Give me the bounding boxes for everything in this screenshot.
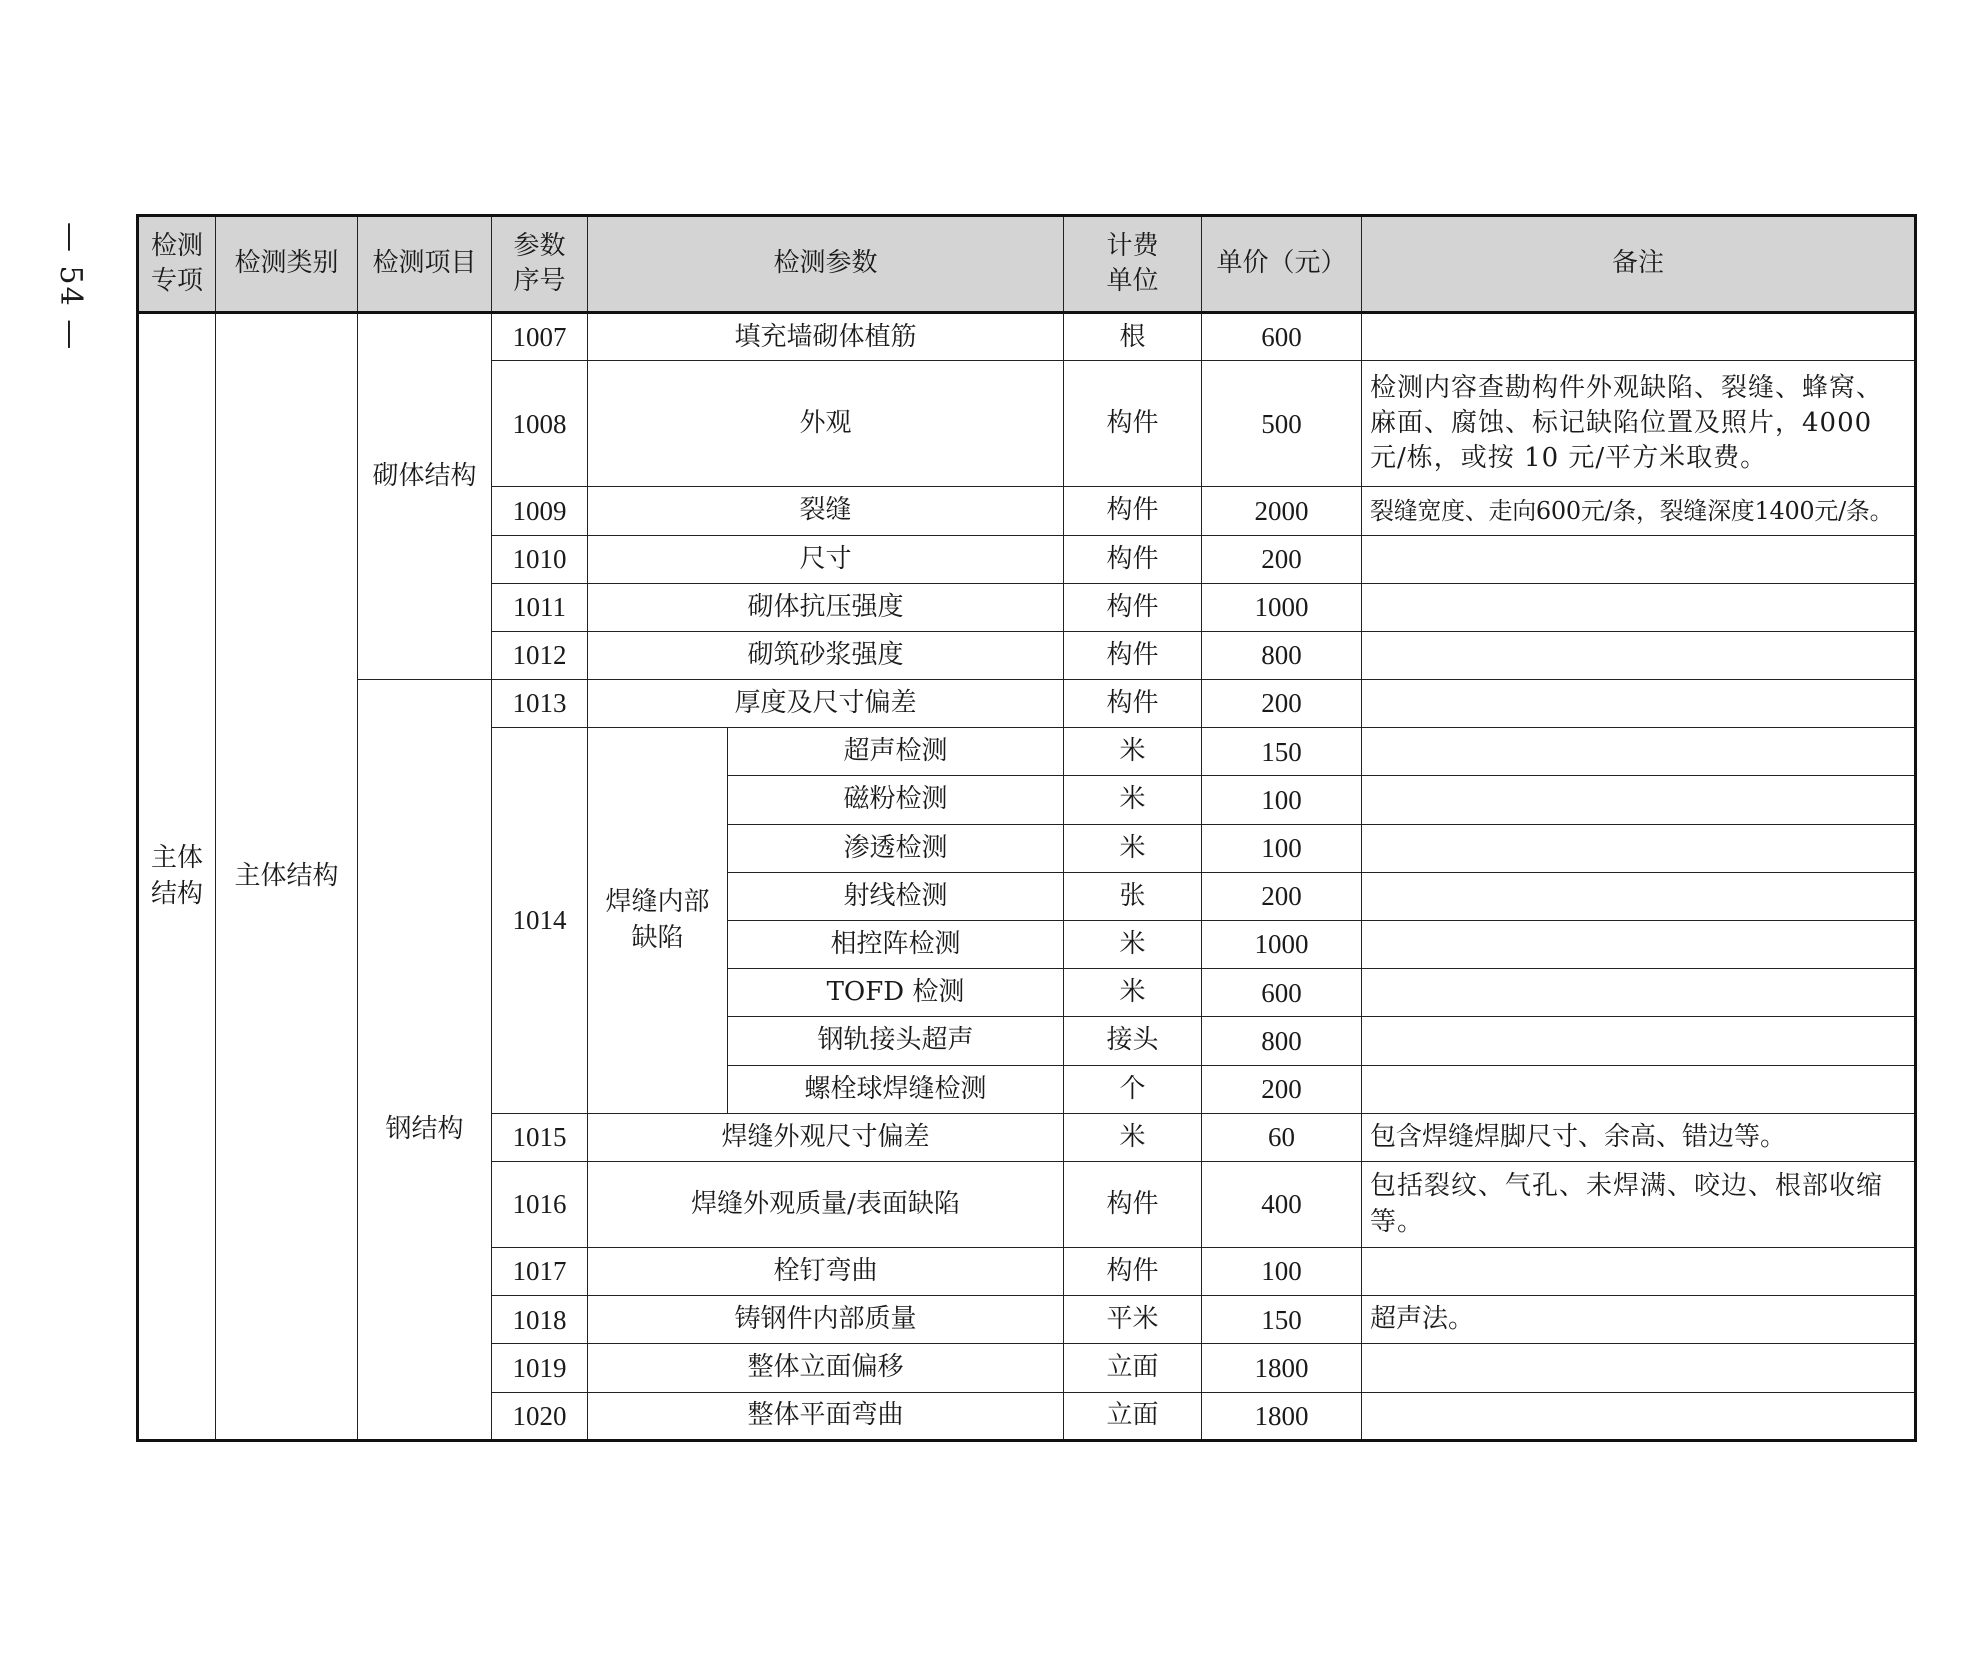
param-name: 螺栓球焊缝检测	[728, 1065, 1064, 1113]
unit-price: 100	[1202, 776, 1362, 824]
charge-unit: 立面	[1064, 1392, 1202, 1440]
param-no: 1011	[492, 583, 588, 631]
header-unit: 计费 单位	[1064, 216, 1202, 313]
pricing-table	[136, 214, 1917, 1442]
charge-unit: 构件	[1064, 535, 1202, 583]
param-no: 1009	[492, 487, 588, 535]
unit-price: 100	[1202, 824, 1362, 872]
charge-unit: 平米	[1064, 1296, 1202, 1344]
unit-price: 500	[1202, 361, 1362, 487]
param-name: 钢轨接头超声	[728, 1017, 1064, 1065]
charge-unit: 构件	[1064, 631, 1202, 679]
remark	[1362, 921, 1916, 969]
remark	[1362, 1065, 1916, 1113]
header-item: 检测项目	[358, 216, 492, 313]
header-category: 检测类别	[216, 216, 358, 313]
charge-unit: 米	[1064, 1113, 1202, 1161]
param-no: 1017	[492, 1248, 588, 1296]
charge-unit: 根	[1064, 313, 1202, 361]
param-name: 相控阵检测	[728, 921, 1064, 969]
header-special: 检测 专项	[138, 216, 216, 313]
param-name: 填充墙砌体植筋	[588, 313, 1064, 361]
param-no: 1020	[492, 1392, 588, 1440]
remark	[1362, 535, 1916, 583]
unit-price: 200	[1202, 535, 1362, 583]
param-no: 1008	[492, 361, 588, 487]
param-no: 1010	[492, 535, 588, 583]
charge-unit: 构件	[1064, 1248, 1202, 1296]
charge-unit: 张	[1064, 872, 1202, 920]
param-name: 铸钢件内部质量	[588, 1296, 1064, 1344]
charge-unit: 构件	[1064, 487, 1202, 535]
remark: 检测内容查勘构件外观缺陷、裂缝、蜂窝、麻面、腐蚀、标记缺陷位置及照片，4000 元/栋，或按 10 元/平方米取费。	[1362, 361, 1916, 487]
remark	[1362, 313, 1916, 361]
remark: 包括裂纹、气孔、未焊满、咬边、根部收缩等。	[1362, 1161, 1916, 1247]
unit-price: 60	[1202, 1113, 1362, 1161]
param-name: 射线检测	[728, 872, 1064, 920]
charge-unit: 米	[1064, 921, 1202, 969]
unit-price: 600	[1202, 313, 1362, 361]
charge-unit: 米	[1064, 824, 1202, 872]
header-note: 备注	[1362, 216, 1916, 313]
remark	[1362, 872, 1916, 920]
unit-price: 1800	[1202, 1344, 1362, 1392]
remark	[1362, 583, 1916, 631]
param-name: 栓钉弯曲	[588, 1248, 1064, 1296]
charge-unit: 米	[1064, 776, 1202, 824]
remark	[1362, 631, 1916, 679]
charge-unit: 米	[1064, 969, 1202, 1017]
page-number: — 54 —	[53, 222, 88, 352]
unit-price: 150	[1202, 728, 1362, 776]
remark	[1362, 728, 1916, 776]
unit-price: 1800	[1202, 1392, 1362, 1440]
charge-unit: 米	[1064, 728, 1202, 776]
charge-unit: 构件	[1064, 361, 1202, 487]
param-no: 1014	[492, 728, 588, 1114]
param-name: 渗透检测	[728, 824, 1064, 872]
group-item-steel: 钢结构	[358, 680, 492, 1441]
group-category: 主体结构	[216, 313, 358, 1441]
charge-unit: 构件	[1064, 583, 1202, 631]
header-row	[138, 216, 1916, 313]
subgroup-weld-internal-defect: 焊缝内部 缺陷	[588, 728, 728, 1114]
unit-price: 1000	[1202, 583, 1362, 631]
param-name: 超声检测	[728, 728, 1064, 776]
charge-unit: 构件	[1064, 1161, 1202, 1247]
unit-price: 100	[1202, 1248, 1362, 1296]
remark: 超声法。	[1362, 1296, 1916, 1344]
remark	[1362, 1248, 1916, 1296]
unit-price: 150	[1202, 1296, 1362, 1344]
unit-price: 800	[1202, 631, 1362, 679]
param-name: 焊缝外观质量/表面缺陷	[588, 1161, 1064, 1247]
remark	[1362, 1017, 1916, 1065]
param-name: 砌筑砂浆强度	[588, 631, 1064, 679]
param-no: 1012	[492, 631, 588, 679]
unit-price: 2000	[1202, 487, 1362, 535]
remark	[1362, 1392, 1916, 1440]
param-name: 整体立面偏移	[588, 1344, 1064, 1392]
unit-price: 400	[1202, 1161, 1362, 1247]
param-name: 磁粉检测	[728, 776, 1064, 824]
param-name: 裂缝	[588, 487, 1064, 535]
group-item-masonry: 砌体结构	[358, 313, 492, 680]
param-name: 焊缝外观尺寸偏差	[588, 1113, 1064, 1161]
remark: 包含焊缝焊脚尺寸、余高、错边等。	[1362, 1113, 1916, 1161]
table-row	[138, 313, 1916, 361]
param-no: 1013	[492, 680, 588, 728]
remark	[1362, 1344, 1916, 1392]
group-special: 主体 结构	[138, 313, 216, 1441]
header-param-no: 参数 序号	[492, 216, 588, 313]
table-row	[138, 680, 1916, 728]
header-param: 检测参数	[588, 216, 1064, 313]
param-name: TOFD 检测	[728, 969, 1064, 1017]
remark: 裂缝宽度、走向600元/条，裂缝深度1400元/条。	[1362, 487, 1916, 535]
unit-price: 200	[1202, 1065, 1362, 1113]
unit-price: 600	[1202, 969, 1362, 1017]
charge-unit: 立面	[1064, 1344, 1202, 1392]
param-no: 1019	[492, 1344, 588, 1392]
param-name: 砌体抗压强度	[588, 583, 1064, 631]
unit-price: 1000	[1202, 921, 1362, 969]
remark	[1362, 824, 1916, 872]
param-no: 1016	[492, 1161, 588, 1247]
param-name: 厚度及尺寸偏差	[588, 680, 1064, 728]
remark	[1362, 680, 1916, 728]
charge-unit: 个	[1064, 1065, 1202, 1113]
unit-price: 200	[1202, 680, 1362, 728]
param-no: 1015	[492, 1113, 588, 1161]
unit-price: 200	[1202, 872, 1362, 920]
param-name: 外观	[588, 361, 1064, 487]
header-price: 单价（元）	[1202, 216, 1362, 313]
unit-price: 800	[1202, 1017, 1362, 1065]
param-no: 1018	[492, 1296, 588, 1344]
charge-unit: 构件	[1064, 680, 1202, 728]
remark	[1362, 776, 1916, 824]
param-name: 尺寸	[588, 535, 1064, 583]
param-no: 1007	[492, 313, 588, 361]
remark	[1362, 969, 1916, 1017]
param-name: 整体平面弯曲	[588, 1392, 1064, 1440]
charge-unit: 接头	[1064, 1017, 1202, 1065]
